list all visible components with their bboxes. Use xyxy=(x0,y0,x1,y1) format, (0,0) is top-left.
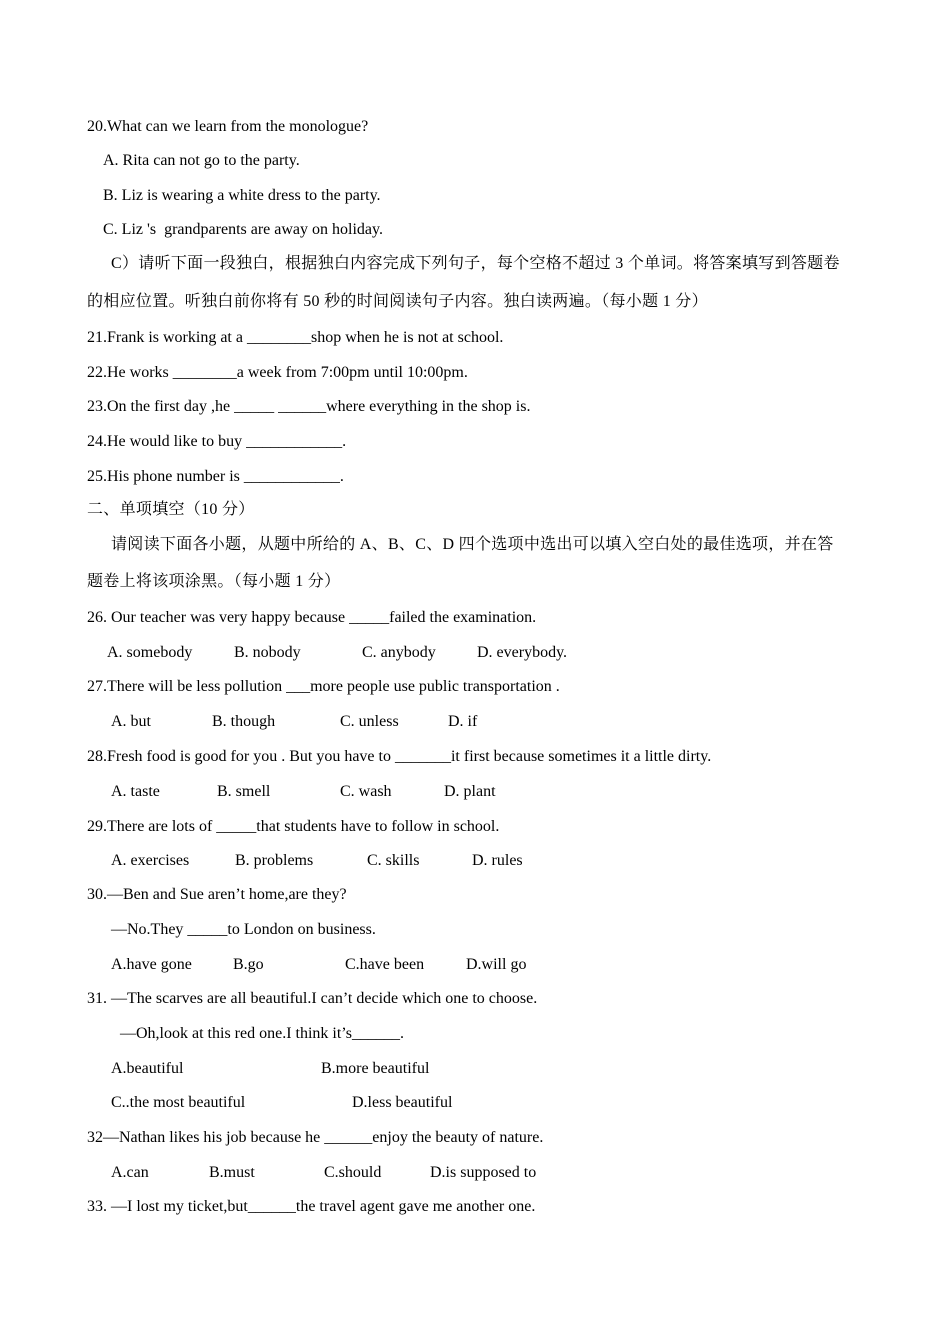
q20-option-c: C. Liz 's grandparents are away on holiday. xyxy=(103,221,383,238)
q23: 23.On the first day ,he _____ ______where everything in the shop is. xyxy=(87,398,531,415)
q28-option-c: C. wash xyxy=(340,783,392,800)
q31-reply: —Oh,look at this red one.I think it’s______. xyxy=(120,1025,404,1042)
q26-option-d: D. everybody. xyxy=(477,644,568,661)
q27-option-d: D. if xyxy=(448,713,478,730)
q27-option-c: C. unless xyxy=(340,713,399,730)
q26-option-c: C. anybody xyxy=(362,644,436,661)
q31-stem: 31. —The scarves are all beautiful.I can’t decide which one to choose. xyxy=(87,990,538,1007)
q26-option-b: B. nobody xyxy=(234,644,301,661)
q20-option-b: B. Liz is wearing a white dress to the party. xyxy=(103,187,381,204)
q28-stem: 28.Fresh food is good for you . But you have to _______it first because sometimes it a little dirty. xyxy=(87,748,712,765)
q31-option-d: D.less beautiful xyxy=(352,1094,453,1111)
q32-option-a: A.can xyxy=(111,1164,149,1181)
q29-stem: 29.There are lots of _____that students have to follow in school. xyxy=(87,818,500,835)
q27-stem: 27.There will be less pollution ___more people use public transportation . xyxy=(87,678,560,695)
q28-option-a: A. taste xyxy=(111,783,160,800)
part2-instruction-1: 请阅读下面各小题，从题中所给的 A、B、C、D 四个选项中选出可以填入空白处的最佳选项，并在答 xyxy=(111,536,834,553)
q30-option-b: B.go xyxy=(233,956,264,973)
q21: 21.Frank is working at a ________shop when he is not at school. xyxy=(87,329,504,346)
q28-option-b: B. smell xyxy=(217,783,271,800)
q32-stem: 32—Nathan likes his job because he ______enjoy the beauty of nature. xyxy=(87,1129,544,1146)
q31-option-b: B.more beautiful xyxy=(321,1060,430,1077)
q22: 22.He works ________a week from 7:00pm until 10:00pm. xyxy=(87,364,468,381)
q30-option-a: A.have gone xyxy=(111,956,192,973)
part2-title: 二、单项填空（10 分） xyxy=(87,501,255,518)
q30-stem: 30.—Ben and Sue aren’t home,are they? xyxy=(87,886,347,903)
q28-option-d: D. plant xyxy=(444,783,496,800)
q20-option-a: A. Rita can not go to the party. xyxy=(103,152,300,169)
q29-option-c: C. skills xyxy=(367,852,420,869)
q25: 25.His phone number is ____________. xyxy=(87,468,344,485)
q29-option-a: A. exercises xyxy=(111,852,190,869)
part2-instruction-2: 题卷上将该项涂黑。（每小题 1 分） xyxy=(87,573,341,590)
q30-option-d: D.will go xyxy=(466,956,527,973)
q32-option-d: D.is supposed to xyxy=(430,1164,537,1181)
q32-option-b: B.must xyxy=(209,1164,255,1181)
q26-option-a: A. somebody xyxy=(107,644,193,661)
q29-option-d: D. rules xyxy=(472,852,523,869)
q27-option-a: A. but xyxy=(111,713,151,730)
q29-option-b: B. problems xyxy=(235,852,314,869)
q20-stem: 20.What can we learn from the monologue? xyxy=(87,118,369,135)
q30-reply: —No.They _____to London on business. xyxy=(111,921,376,938)
q26-stem: 26. Our teacher was very happy because _____failed the examination. xyxy=(87,609,537,626)
q27-option-b: B. though xyxy=(212,713,276,730)
q33-stem: 33. —I lost my ticket,but______the travel agent gave me another one. xyxy=(87,1198,536,1215)
q31-option-c: C..the most beautiful xyxy=(111,1094,246,1111)
q24: 24.He would like to buy ____________. xyxy=(87,433,347,450)
q31-option-a: A.beautiful xyxy=(111,1060,184,1077)
q32-option-c: C.should xyxy=(324,1164,382,1181)
section-c-instruction-2: 的相应位置。听独白前你将有 50 秒的时间阅读句子内容。独白读两遍。（每小题 1 分） xyxy=(87,293,708,310)
q30-option-c: C.have been xyxy=(345,956,425,973)
section-c-instruction-1: C）请听下面一段独白，根据独白内容完成下列句子，每个空格不超过 3 个单词。将答案填写到答题卷 xyxy=(111,255,840,272)
